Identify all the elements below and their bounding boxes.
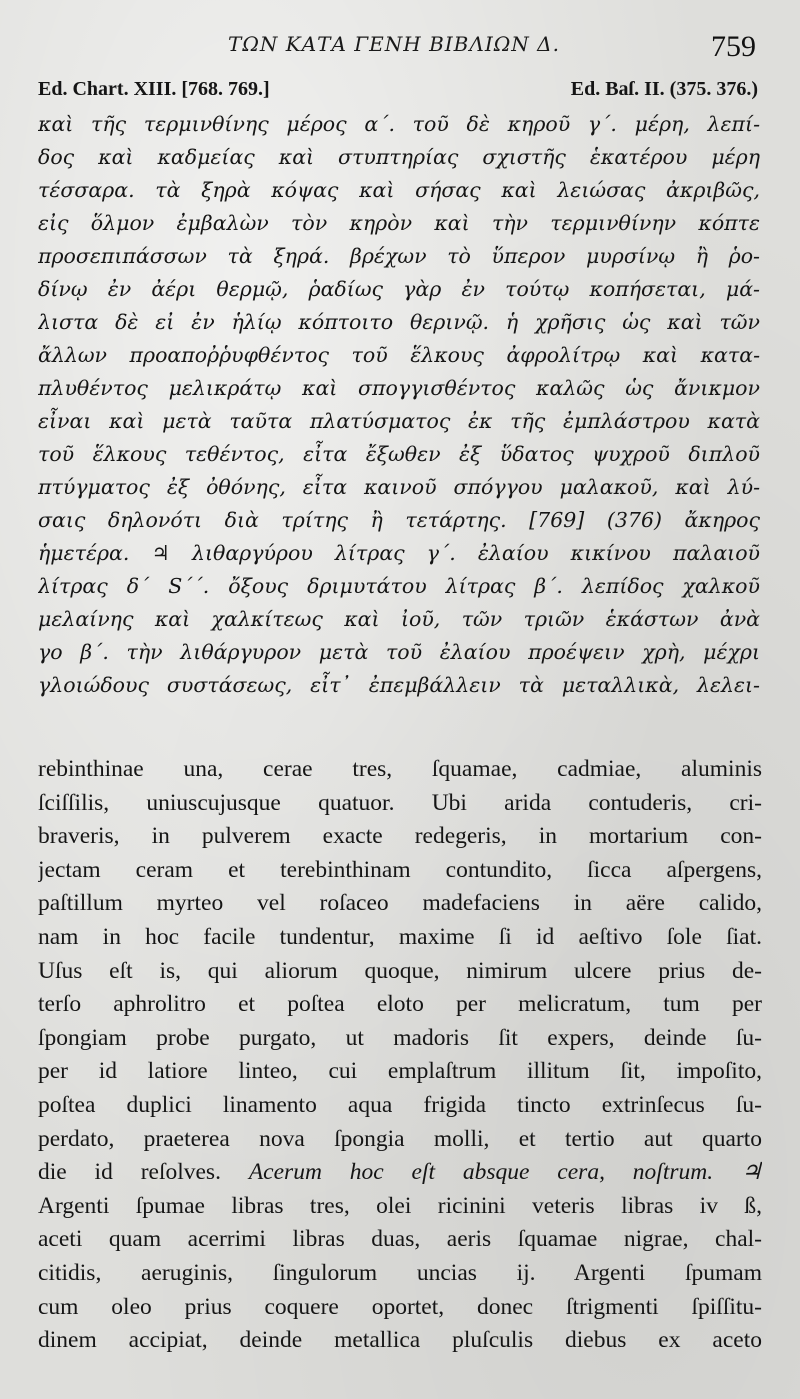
edition-chartier-ref: Ed. Chart. XIII. [768. 769.]: [38, 78, 270, 100]
greek-text-line: τοῦ ἕλκους τεθέντος, εἶτα ἔξωθεν ἐξ ὕδατος ψυχροῦ διπλοῦ: [38, 442, 760, 466]
latin-text-line: [38, 1156, 762, 1190]
latin-text-line: [38, 787, 762, 821]
greek-text-line: λιστα δὲ εἰ ἐν ἡλίῳ κόπτοιτο θερινῷ. ἡ χρῆσις ὡς καὶ τῶν: [38, 310, 760, 334]
greek-text-line: εἶναι καὶ μετὰ ταῦτα πλατύσματος ἐκ τῆς ἐμπλάστρου κατὰ: [38, 409, 760, 433]
latin-text-line: [38, 1022, 762, 1056]
latin-text-roman: ſciſſilis, uniuscujusque quatuor. Ubi arida contuderis, cri-: [38, 789, 762, 816]
running-head: [0, 26, 800, 66]
latin-text-line: [38, 1223, 762, 1257]
latin-text-line: [38, 1190, 762, 1224]
latin-text-line: [38, 753, 762, 787]
edition-reference-line: [38, 78, 758, 106]
page-number: 759: [711, 30, 756, 63]
latin-text-roman: poſtea duplici linamento aqua frigida tincto extrinſecus ſu-: [38, 1091, 762, 1118]
latin-text-roman: die id reſolves.: [38, 1159, 221, 1186]
latin-text-roman: aceti quam acerrimi libras duas, aeris ſquamae nigrae, chal-: [38, 1226, 762, 1253]
greek-text-line: ἄλλων προαποῤῥυφθέντος τοῦ ἕλκους ἀφρολίτρῳ καὶ κατα-: [38, 343, 760, 367]
latin-text-roman: cum oleo prius coquere oportet, donec ſtrigmenti ſpiſſitu-: [38, 1293, 762, 1320]
greek-text-line: γο β΄. τὴν λιθάργυρον μετὰ τοῦ ἐλαίου προέψειν χρὴ, μέχρι: [38, 640, 760, 664]
latin-text-roman: paſtillum myrteo vel roſaceo madefaciens in aëre calido,: [38, 890, 762, 917]
greek-text-line: δίνῳ ἐν ἀέρι θερμῷ, ῥαδίως γὰρ ἐν τούτῳ κοπήσεται, μά-: [38, 277, 760, 301]
latin-text-roman: nam in hoc facile tundentur, maxime ſi id aeſtivo ſole ſiat.: [38, 923, 762, 950]
greek-text-line: σαις δηλονότι διὰ τρίτης ἢ τετάρτης. [769] (376) ἄκηρος: [38, 508, 760, 532]
latin-text-block: [38, 753, 762, 1358]
greek-text-line: ἡμετέρα. ♃ λιθαργύρου λίτρας γ΄. ἐλαίου κικίνου παλαιοῦ: [38, 541, 760, 565]
latin-text-italic: Acerum hoc eſt absque cera, noſtrum. ♃: [248, 1159, 762, 1186]
greek-text-block: [38, 108, 760, 702]
latin-text-roman: per id latiore linteo, cui emplaſtrum illitum ſit, impoſito,: [38, 1058, 762, 1085]
latin-text-roman: Argenti ſpumae libras tres, olei ricinini veteris libras iv ß,: [38, 1192, 762, 1219]
greek-text-line: γλοιώδους συστάσεως, εἶτ᾽ ἐπεμβάλλειν τὰ μεταλλικὰ, λελει-: [38, 673, 760, 697]
greek-text-line: πλυθέντος μελικράτῳ καὶ σπογγισθέντος καλῶς ὡς ἄνικμον: [38, 376, 760, 400]
latin-text-roman: ſpongiam probe purgato, ut madoris ſit expers, deinde ſu-: [38, 1024, 762, 1051]
latin-text-roman: jectam ceram et terebinthinam contundito, ſicca aſpergens,: [38, 856, 762, 883]
latin-text-line: [38, 1257, 762, 1291]
latin-text-line: [38, 921, 762, 955]
latin-text-line: [38, 820, 762, 854]
greek-text-line: πτύγματος ἐξ ὀθόνης, εἶτα καινοῦ σπόγγου μαλακοῦ, καὶ λύ-: [38, 475, 760, 499]
greek-text-line: καὶ τῆς τερμινθίνης μέρος α΄. τοῦ δὲ κηροῦ γ΄. μέρη, λεπί-: [38, 112, 760, 136]
latin-text-line: [38, 1089, 762, 1123]
greek-text-line: προσεπιπάσσων τὰ ξηρά. βρέχων τὸ ὕπερον μυρσίνῳ ἢ ῥο-: [38, 244, 760, 268]
latin-text-roman: Uſus eſt is, qui aliorum quoque, nimirum ulcere prius de-: [38, 957, 762, 984]
bleed-through-top: [40, 6, 760, 26]
greek-text-line: μελαίνης καὶ χαλκίτεως καὶ ἰοῦ, τῶν τριῶν ἑκάστων ἀνὰ: [38, 607, 760, 631]
latin-text-roman: citidis, aeruginis, ſingulorum uncias ij. Argenti ſpumam: [38, 1259, 762, 1286]
latin-text-line: [38, 1123, 762, 1157]
latin-text-line: [38, 854, 762, 888]
latin-text-line: [38, 887, 762, 921]
greek-text-line: δος καὶ καδμείας καὶ στυπτηρίας σχιστῆς ἑκατέρου μέρη: [38, 145, 760, 169]
running-title: ΤΩΝ ΚΑΤΑ ΓΕΝΗ ΒΙΒΛΙΩΝ Δ.: [228, 32, 560, 56]
greek-text-line: εἰς ὅλμον ἐμβαλὼν τὸν κηρὸν καὶ τὴν τερμινθίνην κόπτε: [38, 211, 760, 235]
latin-text-roman: perdato, praeterea nova ſpongia molli, et tertio aut quarto: [38, 1125, 762, 1152]
latin-text-line: [38, 988, 762, 1022]
latin-text-line: [38, 1324, 762, 1358]
edition-basel-ref: Ed. Baſ. II. (375. 376.): [570, 78, 758, 100]
bleed-through-middle: [120, 698, 760, 722]
latin-text-line: [38, 955, 762, 989]
latin-text-roman: terſo aphrolitro et poſtea eloto per melicratum, tum per: [38, 991, 762, 1018]
latin-text-roman: dinem accipiat, deinde metallica pluſculis diebus ex aceto: [38, 1327, 762, 1354]
latin-text-line: [38, 1291, 762, 1325]
greek-text-line: τέσσαρα. τὰ ξηρὰ κόψας καὶ σήσας καὶ λειώσας ἀκριβῶς,: [38, 178, 760, 202]
latin-text-line: [38, 1055, 762, 1089]
greek-text-line: λίτρας δ΄ S΄΄. ὄξους δριμυτάτου λίτρας β΄. λεπίδος χαλκοῦ: [38, 574, 760, 598]
latin-text-roman: braveris, in pulverem exacte redegeris, in mortarium con-: [38, 823, 762, 850]
latin-text-roman: rebinthinae una, cerae tres, ſquamae, cadmiae, aluminis: [38, 756, 762, 782]
